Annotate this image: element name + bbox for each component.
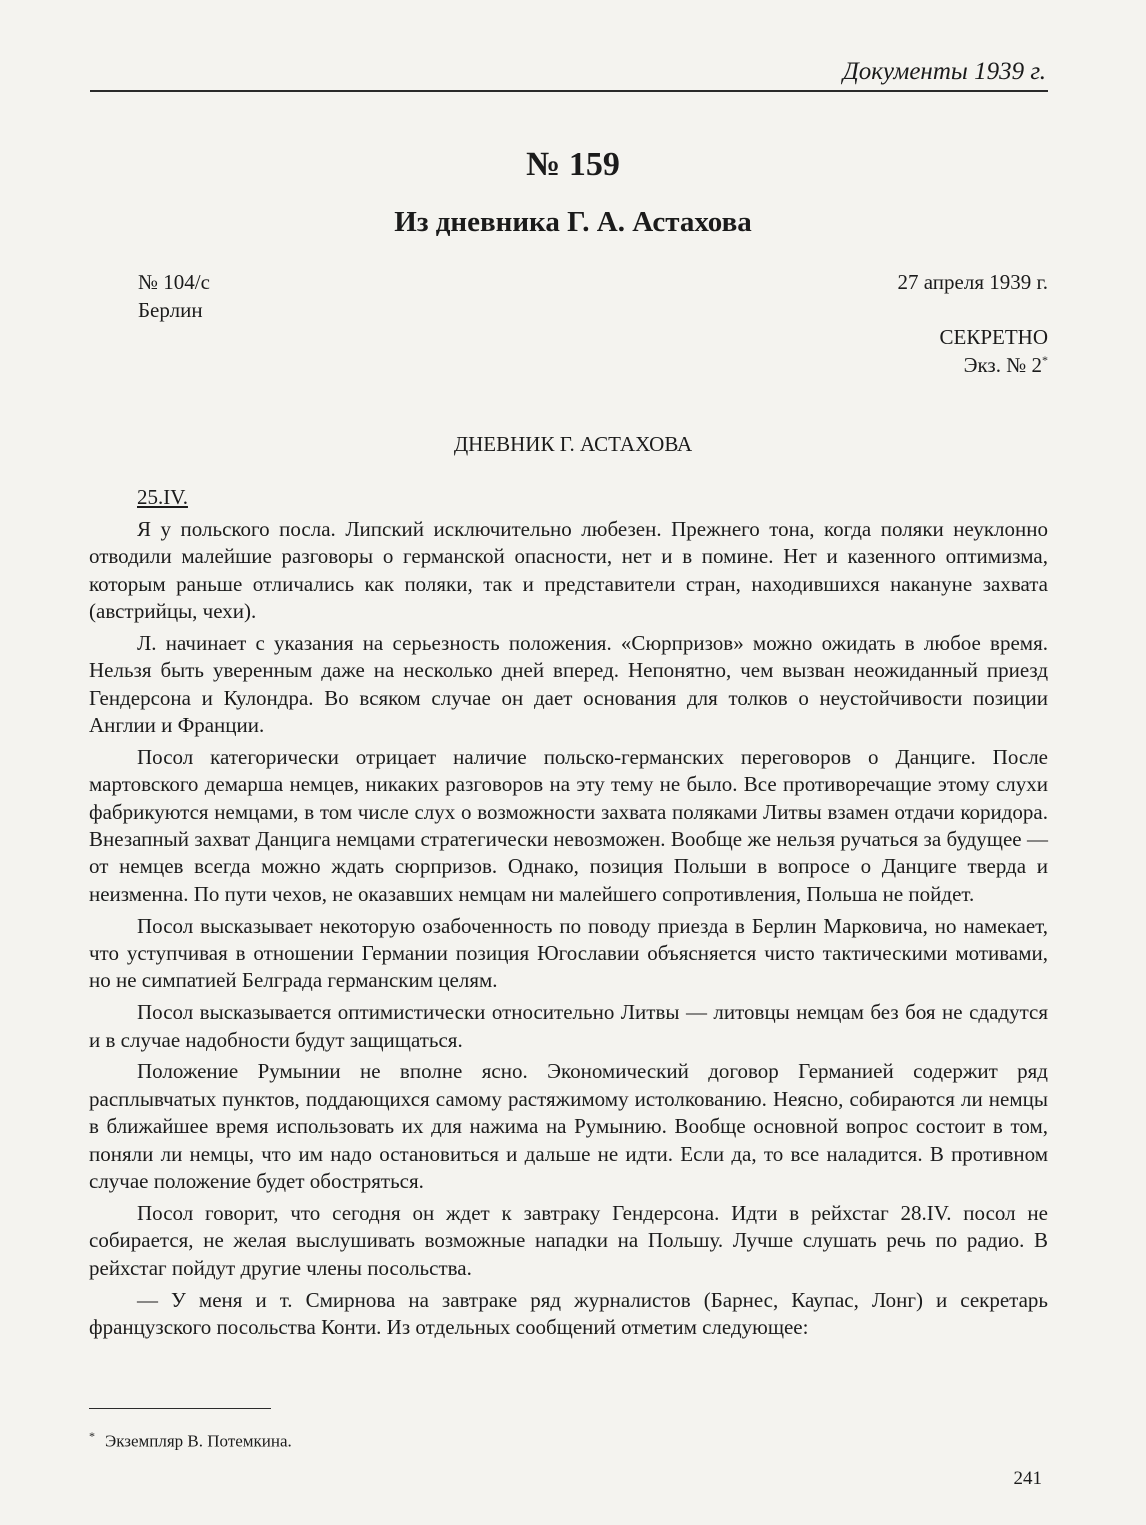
- paragraph: Посол говорит, что сегодня он ждет к завтраку Гендерсона. Идти в рейхстаг 28.IV. посол не собирается, не желая выслушивать возможные нападки на Польшу. Лучше слушать речь по радио. В рейхстаг пойдут другие члены посольства.: [89, 1200, 1048, 1280]
- paragraph: — У меня и т. Смирнова на завтраке ряд журналистов (Барнес, Каупас, Лонг) и секретарь французского посольства Конти. Из отдельных сообщений отметим следующее:: [89, 1287, 1048, 1339]
- header-rule: [90, 90, 1048, 92]
- copy-number-text: Экз. № 2: [963, 353, 1042, 377]
- reference-number: № 104/с: [138, 270, 210, 294]
- body-text: [89, 484, 1048, 1341]
- paragraph: Положение Румынии не вполне ясно. Экономический договор Германией содержит ряд расплывчатых пунктов, поддающихся самому растяжимому истолкованию. Неясно, собираются ли немцы в ближайшее время использовать их для нажима на Румынию. Вообще основной вопрос состоит в том, поняли ли немцы, что им надо остановиться и дальше не идти. Если да, то все наладится. В противном случае положение будет обостряться.: [89, 1059, 1048, 1194]
- footnote-rule: [89, 1408, 271, 1409]
- diary-heading: ДНЕВНИК Г. АСТАХОВА: [453, 432, 693, 456]
- paragraph: Посол высказывается оптимистически относительно Литвы — литовцы немцам без боя не сдадутся и в случае надобности будут защищаться.: [89, 1000, 1048, 1052]
- footnote-mark: *: [89, 1429, 95, 1443]
- place: Берлин: [138, 298, 203, 322]
- document-date: 27 апреля 1939 г.: [897, 270, 1048, 294]
- footnote: [89, 1429, 292, 1452]
- running-head: Документы 1939 г.: [842, 58, 1046, 85]
- copy-number: [964, 353, 1048, 378]
- entry-date: 25.IV.: [137, 485, 188, 509]
- document-title: Из дневника Г. А. Астахова: [394, 206, 752, 238]
- footnote-text: Экземпляр В. Потемкина.: [105, 1431, 292, 1451]
- paragraph: Л. начинает с указания на серьезность положения. «Сюрпризов» можно ожидать в любое время. Нельзя быть уверенным даже на несколько дней вперед. Непонятно, чем вызван неожиданный приезд Гендерсона и Кулондра. Во всяком случае он дает основания для толков о неустойчивости позиции Англии и Франции.: [89, 630, 1048, 738]
- document-number: № 159: [526, 146, 620, 183]
- page-number: 241: [1013, 1468, 1042, 1489]
- paragraph: Я у польского посла. Липский исключительно любезен. Прежнего тона, когда поляки неуклонно отводили малейшие разговоры о германской опасности, нет и в помине. Нет и казенного оптимизма, которым раньше отличались как поляки, так и представители стран, находившихся накануне захвата (австрийцы, чехи).: [89, 516, 1048, 624]
- classification: СЕКРЕТНО: [939, 325, 1048, 349]
- copy-footnote-mark: *: [1042, 353, 1048, 367]
- paragraph: Посол категорически отрицает наличие польско-германских переговоров о Данциге. После мартовского демарша немцев, никаких разговоров на эту тему не было. Все противоречащие этому слухи фабрикуются немцами, в том числе слух о возможности захвата поляками Литвы взамен отдачи коридора. Внезапный захват Данцига немцами стратегически невозможен. Вообще же нельзя ручаться за будущее — от немцев всегда можно ждать сюрпризов. Однако, позиция Польши в вопросе о Данциге тверда и неизменна. По пути чехов, не оказавших немцам ни малейшего сопротивления, Польша не пойдет.: [89, 744, 1048, 906]
- paragraph: Посол высказывает некоторую озабоченность по поводу приезда в Берлин Марковича, но намекает, что уступчивая в отношении Германии позиция Югославии объясняется чисто тактическими мотивами, но не симпатией Белграда германским целям.: [89, 913, 1048, 993]
